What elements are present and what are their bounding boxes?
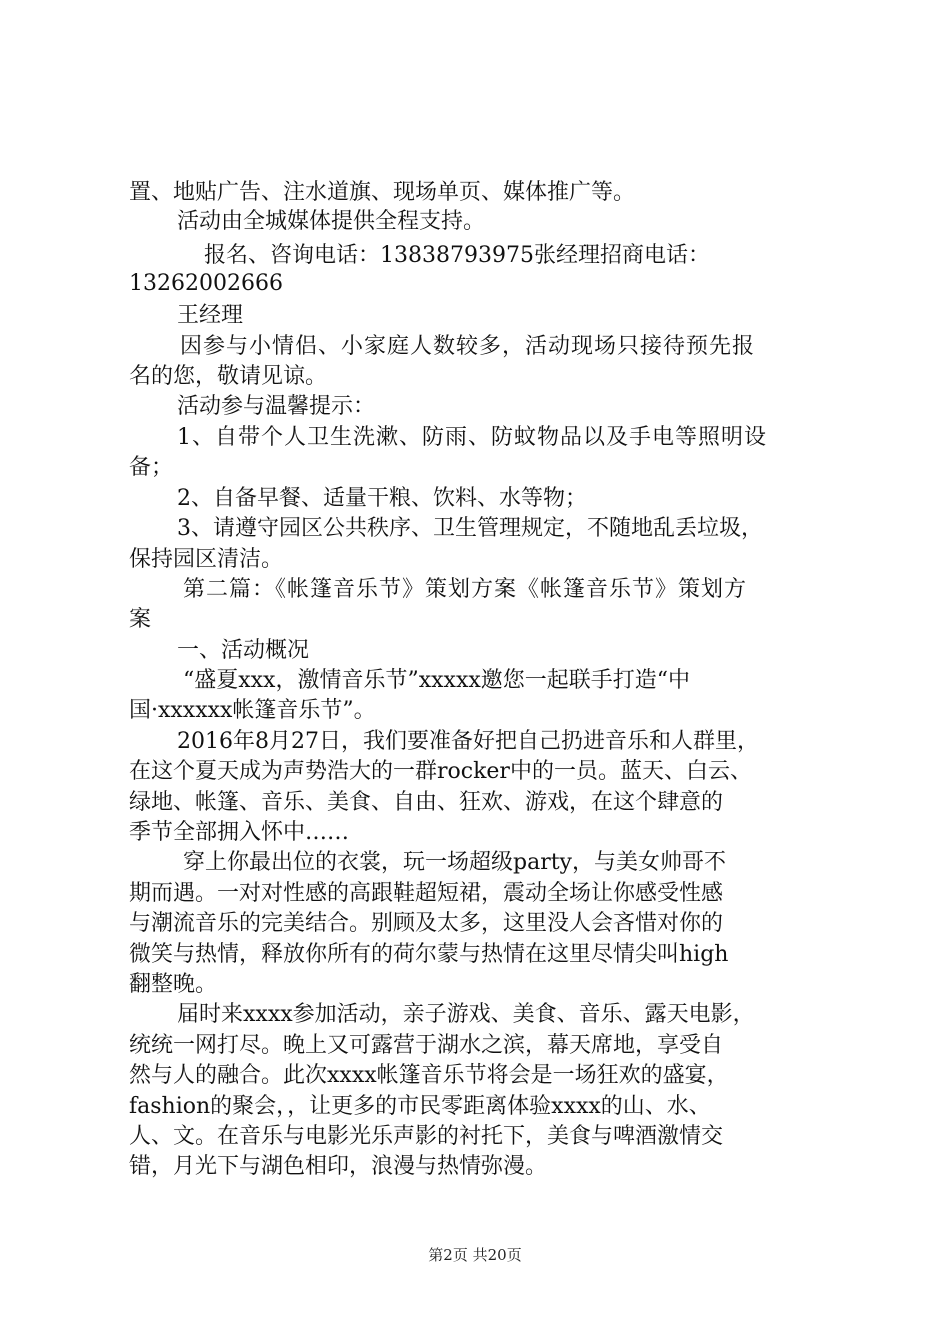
text-line: fashion的聚会，，让更多的市民零距离体验xxxx的山、水、 [129, 1094, 711, 1119]
text-line: 穿上你最出位的衣裳，玩一场超级party，与美女帅哥不 [183, 850, 726, 875]
text-line: 名的您，敬请见谅。 [129, 364, 328, 389]
text-line: 人、文。在音乐与电影光乐声影的衬托下，美食与啤酒激情交 [129, 1124, 724, 1149]
text-line: “盛夏xxx，激情音乐节”xxxxx邀您一起联手打造“中 [183, 668, 691, 693]
text-line: 活动由全城媒体提供全程支持。 [177, 209, 486, 234]
text-line: 错，月光下与湖色相印，浪漫与热情弥漫。 [129, 1154, 548, 1179]
text-line: 在这个夏天成为声势浩大的一群rocker中的一员。蓝天、白云、 [129, 759, 752, 784]
text-line: 2016年8月27日，我们要准备好把自己扔进音乐和人群里， [177, 729, 759, 754]
text-line: 期而遇。一对对性感的高跟鞋超短裙，震动全场让你感受性感 [129, 881, 724, 906]
text-line: 季节全部拥入怀中…… [129, 820, 350, 845]
text-line: 报名、咨询电话：13838793975张经理招商电话： [204, 243, 710, 268]
text-line: 1、自带个人卫生洗漱、防雨、防蚊物品以及手电等照明设 [177, 425, 767, 450]
text-line: 微笑与热情，释放你所有的荷尔蒙与热情在这里尽情尖叫high [129, 942, 729, 967]
text-line: 2、自备早餐、适量干粮、饮料、水等物； [177, 486, 587, 511]
text-line: 因参与小情侣、小家庭人数较多，活动现场只接待预先报 [180, 334, 756, 359]
text-line: 然与人的融合。此次xxxx帐篷音乐节将会是一场狂欢的盛宴， [129, 1063, 729, 1088]
text-line: 案 [129, 607, 152, 632]
text-line: 活动参与温馨提示： [177, 394, 376, 419]
text-line: 王经理 [177, 303, 244, 328]
page-footer: 第2页 共20页 [428, 1246, 522, 1264]
text-line: 届时来xxxx参加活动，亲子游戏、美食、音乐、露天电影， [177, 1002, 755, 1027]
text-line: 绿地、帐篷、音乐、美食、自由、狂欢、游戏，在这个肆意的 [129, 790, 724, 815]
text-line: 保持园区清洁。 [129, 547, 284, 572]
text-line: 统统一网打尽。晚上又可露营于湖水之滨，幕天席地，享受自 [129, 1033, 724, 1058]
text-line: 与潮流音乐的完美结合。别顾及太多，这里没人会吝惜对你的 [129, 911, 724, 936]
text-line: 第二篇：《帐篷音乐节》策划方案《帐篷音乐节》策划方 [183, 577, 748, 602]
text-line: 置、地贴广告、注水道旗、现场单页、媒体推广等。 [129, 180, 636, 205]
text-line: 一、活动概况 [177, 638, 310, 663]
text-line: 翻整晚。 [129, 972, 218, 997]
text-line: 国·xxxxxx帐篷音乐节”。 [129, 698, 376, 723]
text-line: 3、请遵守园区公共秩序、卫生管理规定，不随地乱丢垃圾， [177, 516, 763, 541]
text-line: 备； [129, 455, 174, 480]
text-line: 13262002666 [129, 271, 283, 296]
